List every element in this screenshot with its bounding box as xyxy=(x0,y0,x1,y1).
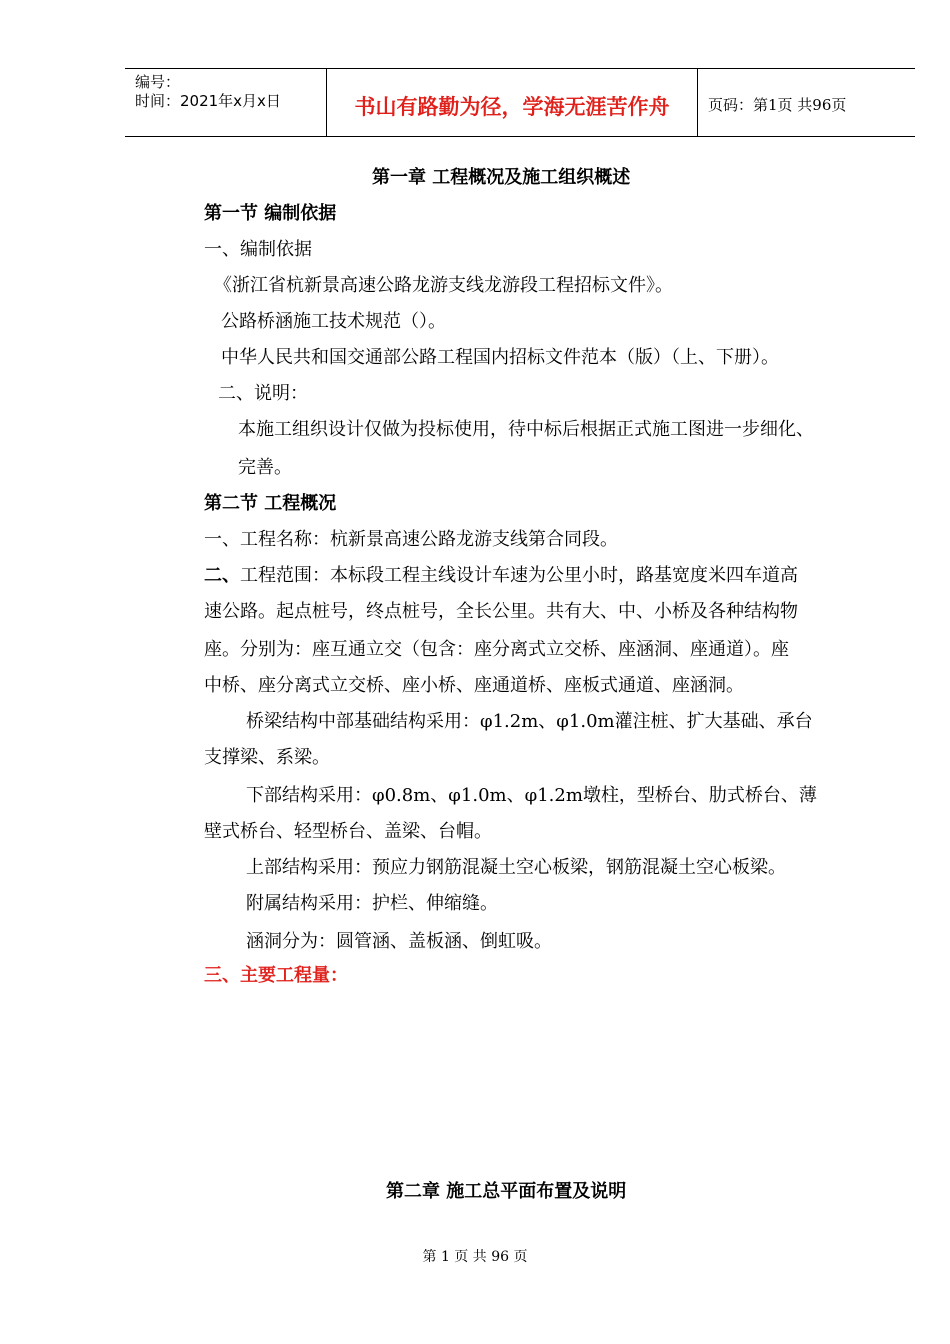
section-2-title: 第二节 工程概况 xyxy=(204,493,337,514)
section-1-title: 第一节 编制依据 xyxy=(204,203,337,224)
note-heading: 二、说明： xyxy=(218,383,308,404)
header-meta-cell xyxy=(125,69,327,136)
reference-item: 公路桥涵施工技术规范（）。 xyxy=(221,311,446,332)
serial-label: 编号： xyxy=(135,73,181,91)
header-page-cell xyxy=(698,69,915,136)
bridge-foundation: 支撑梁、系梁。 xyxy=(204,747,330,768)
scope-text: 工程范围：本标段工程主线设计车速为公里小时，路基宽度米四车道高 xyxy=(240,565,798,586)
project-scope: 座。分别为：座互通立交（包含：座分离式立交桥、座涵洞、座通道）。座 xyxy=(204,639,789,660)
main-quantities-heading: 三、主要工程量： xyxy=(204,965,348,986)
page-header xyxy=(125,68,915,137)
substructure: 壁式桥台、轻型桥台、盖梁、台帽。 xyxy=(204,821,492,842)
basis-heading: 一、编制依据 xyxy=(204,239,312,260)
superstructure: 上部结构采用：预应力钢筋混凝土空心板梁，钢筋混凝土空心板梁。 xyxy=(246,857,786,878)
substructure: 下部结构采用：φ0.8m、φ1.0m、φ1.2m墩柱，型桥台、肋式桥台、薄 xyxy=(246,785,817,806)
bridge-foundation: 桥梁结构中部基础结构采用：φ1.2m、φ1.0m灌注桩、扩大基础、承台 xyxy=(246,711,813,732)
note-text: 本施工组织设计仅做为投标使用，待中标后根据正式施工图进一步细化、 xyxy=(238,419,814,440)
reference-item: 《浙江省杭新景高速公路龙游支线龙游段工程招标文件》。 xyxy=(214,275,673,296)
header-page-info: 页码：第1页 共96页 xyxy=(708,96,847,114)
auxiliary-structure: 附属结构采用：护栏、伸缩缝。 xyxy=(246,893,498,914)
project-scope: 中桥、座分离式立交桥、座小桥、座通道桥、座板式通道、座涵洞。 xyxy=(204,675,744,696)
reference-item: 中华人民共和国交通部公路工程国内招标文件范本（版）（上、下册）。 xyxy=(221,347,779,368)
project-name: 一、工程名称：杭新景高速公路龙游支线第合同段。 xyxy=(204,529,618,550)
culvert-types: 涵洞分为：圆管涵、盖板涵、倒虹吸。 xyxy=(246,931,552,952)
project-scope xyxy=(204,564,798,588)
chapter-2-title: 第二章 施工总平面布置及说明 xyxy=(386,1181,627,1202)
header-motto-cell xyxy=(327,69,698,136)
header-motto: 书山有路勤为径，学海无涯苦作舟 xyxy=(354,95,670,119)
project-scope: 速公路。起点桩号，终点桩号，全长公里。共有大、中、小桥及各种结构物 xyxy=(204,601,798,622)
scope-prefix: 二、 xyxy=(204,565,240,586)
note-text: 完善。 xyxy=(238,457,292,478)
time-label: 时间：2021年x月x日 xyxy=(135,92,281,110)
chapter-1-title: 第一章 工程概况及施工组织概述 xyxy=(372,167,631,188)
page-footer: 第 1 页 共 96 页 xyxy=(422,1249,528,1265)
